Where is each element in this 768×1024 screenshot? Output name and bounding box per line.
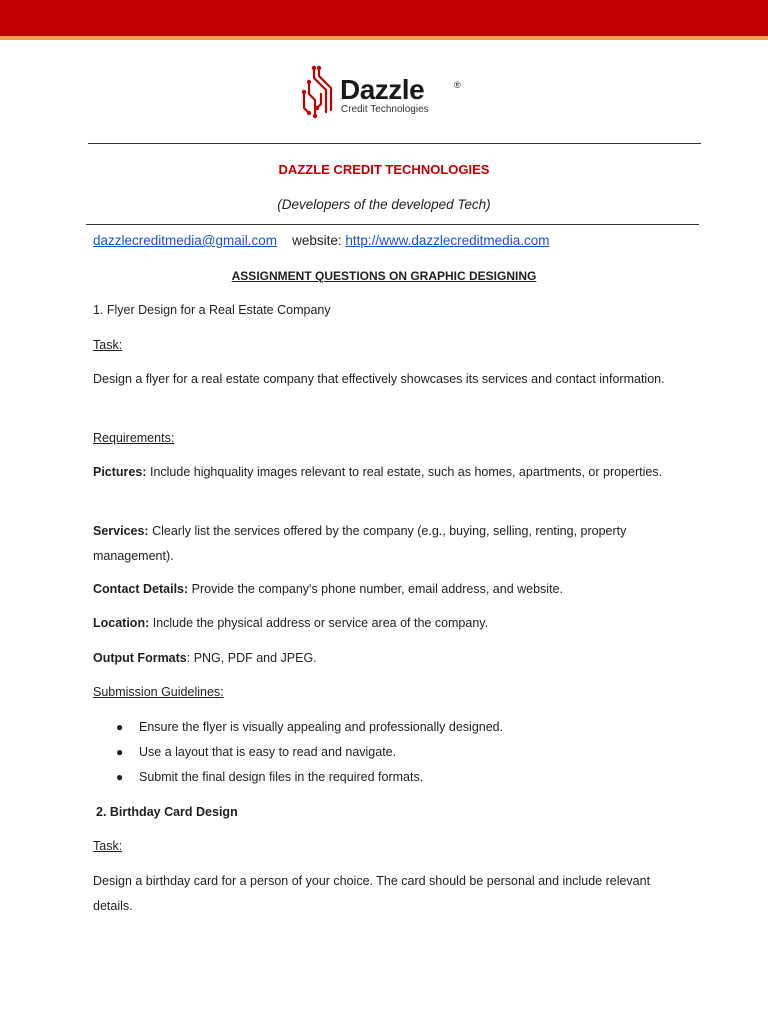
contact-line xyxy=(93,233,549,248)
logo-registered-mark: ® xyxy=(454,80,461,90)
header-divider-top xyxy=(88,143,701,144)
top-banner-accent-line xyxy=(0,36,768,40)
q1-contact-item xyxy=(93,577,673,602)
q1-location-item xyxy=(93,611,673,636)
pictures-text: Include highquality images relevant to real estate, such as homes, apartments, or properties. xyxy=(146,465,663,479)
output-text: : PNG, PDF and JPEG. xyxy=(186,651,317,665)
email-link[interactable]: dazzlecreditmedia@gmail.com xyxy=(93,233,278,248)
q2-task-label: Task: xyxy=(93,839,123,853)
services-label: Services: xyxy=(93,524,149,538)
submission-bullet-2: Use a layout that is easy to read and navigate. xyxy=(139,745,397,759)
header-divider-bottom xyxy=(86,224,699,225)
q2-title: 2. Birthday Card Design xyxy=(96,805,238,819)
q1-task-label: Task: xyxy=(93,338,123,352)
contact-text: Provide the company's phone number, email address, and website. xyxy=(188,582,563,596)
logo-subtitle: Credit Technologies xyxy=(341,104,429,115)
q1-task-text: Design a flyer for a real estate company that effectively showcases its services and contact information. xyxy=(93,372,665,386)
document-title: ASSIGNMENT QUESTIONS ON GRAPHIC DESIGNING xyxy=(231,269,537,283)
logo-wordmark: Dazzle xyxy=(340,74,425,105)
company-tagline: (Developers of the developed Tech) xyxy=(277,197,491,212)
q1-pictures-item xyxy=(93,460,673,485)
q1-output-item xyxy=(93,646,673,671)
services-text: Clearly list the services offered by the company (e.g., buying, selling, renting, property management). xyxy=(93,524,627,563)
contact-label: Contact Details: xyxy=(93,582,189,596)
pictures-label: Pictures: xyxy=(93,465,147,479)
bullet-icon: ● xyxy=(116,720,124,734)
website-label: website: xyxy=(292,233,342,248)
bullet-icon: ● xyxy=(116,745,124,759)
q1-requirements-label: Requirements: xyxy=(93,431,175,445)
q1-services-item xyxy=(93,519,673,569)
location-label: Location: xyxy=(93,616,150,630)
dazzle-logo-mark-icon xyxy=(300,64,340,120)
bullet-icon: ● xyxy=(116,770,124,784)
q2-task-text: Design a birthday card for a person of your choice. The card should be personal and include relevant details. xyxy=(93,874,651,913)
submission-bullet-3: Submit the final design files in the required formats. xyxy=(139,770,424,784)
submission-bullet-1: Ensure the flyer is visually appealing and professionally designed. xyxy=(139,720,504,734)
website-link[interactable]: http://www.dazzlecreditmedia.com xyxy=(345,233,550,248)
company-name: DAZZLE CREDIT TECHNOLOGIES xyxy=(278,162,490,177)
q1-submission-label: Submission Guidelines: xyxy=(93,685,224,699)
output-label: Output Formats xyxy=(93,651,187,665)
company-logo xyxy=(300,64,470,120)
location-text: Include the physical address or service area of the company. xyxy=(149,616,489,630)
top-banner-bar xyxy=(0,0,768,36)
q1-title: 1. Flyer Design for a Real Estate Company xyxy=(93,303,331,317)
